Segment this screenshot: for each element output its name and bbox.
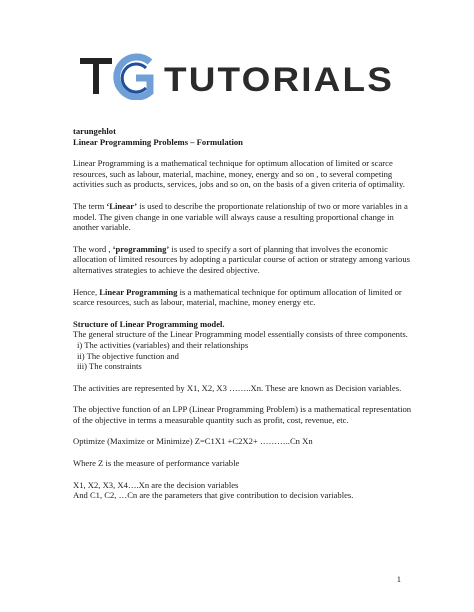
components-list: [73, 340, 413, 372]
document-body: [73, 126, 413, 501]
list-item: iii) The constraints: [77, 361, 142, 372]
term-linear: ‘Linear’: [106, 200, 138, 211]
tg-tutorials-logo: [80, 50, 400, 100]
structure-intro: The general structure of the Linear Programming model essentially consists of three components.: [73, 329, 408, 340]
paragraph-where: Where Z is the measure of performance variable: [73, 458, 240, 469]
paragraph-objective: The objective function of an LPP (Linear Programming Problem) is a mathematical representation of the objective in terms a measurable quantity such as profit, cost, revenue, etc.: [73, 404, 412, 425]
paragraph-linear: The term ‘Linear’ is used to describe the proportionate relationship of two or more variables in a model. The given change in one variable will always cause a resulting proportional change in another variable.: [73, 200, 408, 233]
section-heading: Structure of Linear Programming model.: [73, 318, 225, 329]
paragraph-activities: The activities are represented by X1, X2, X3 ……..Xn. These are known as Decision variables.: [73, 382, 402, 393]
list-item: ii) The objective function and: [77, 350, 179, 361]
term-linear-programming: Linear Programming: [99, 286, 178, 297]
list-item: i) The activities (variables) and their relationships: [77, 339, 249, 350]
paragraph-parameters: And C1, C2, …Cn are the parameters that give contribution to decision variables.: [73, 490, 354, 501]
paragraph-optimize: Optimize (Maximize or Minimize) Z=C1X1 +C2X2+ ………..Cn Xn: [73, 436, 313, 447]
page-number: 1: [396, 574, 401, 584]
paragraph-hence: Hence, Linear Programming is a mathematical technique for optimum allocation of limited or scarce resources, such as labour, material, machine, money energy etc.: [73, 286, 402, 308]
author: tarungehlot: [73, 126, 116, 136]
logo-t-letter: [80, 58, 112, 94]
term-programming: ‘programming’: [112, 243, 170, 254]
logo-g-letter: [117, 57, 150, 97]
paragraph-programming: The word , ‘programming’ is used to specify a sort of planning that involves the economic allocation of limited resources by adopting a particular course of action or strategy among various alternatives strategies to achieve the desired objective.: [73, 243, 410, 275]
paragraph-decision-variables: X1, X2, X3, X4….Xn are the decision variables: [73, 479, 239, 490]
page-title: Linear Programming Problems – Formulation: [73, 136, 243, 147]
paragraph-definition: Linear Programming is a mathematical technique for optimum allocation of limited or scarce resources, such as labour, material, machine, money, energy and so on , to several competing activities such as products, services, jobs and so on, on the basis of a given criteria of optimality.: [73, 158, 405, 190]
logo-word: TUTORIALS: [164, 61, 394, 99]
